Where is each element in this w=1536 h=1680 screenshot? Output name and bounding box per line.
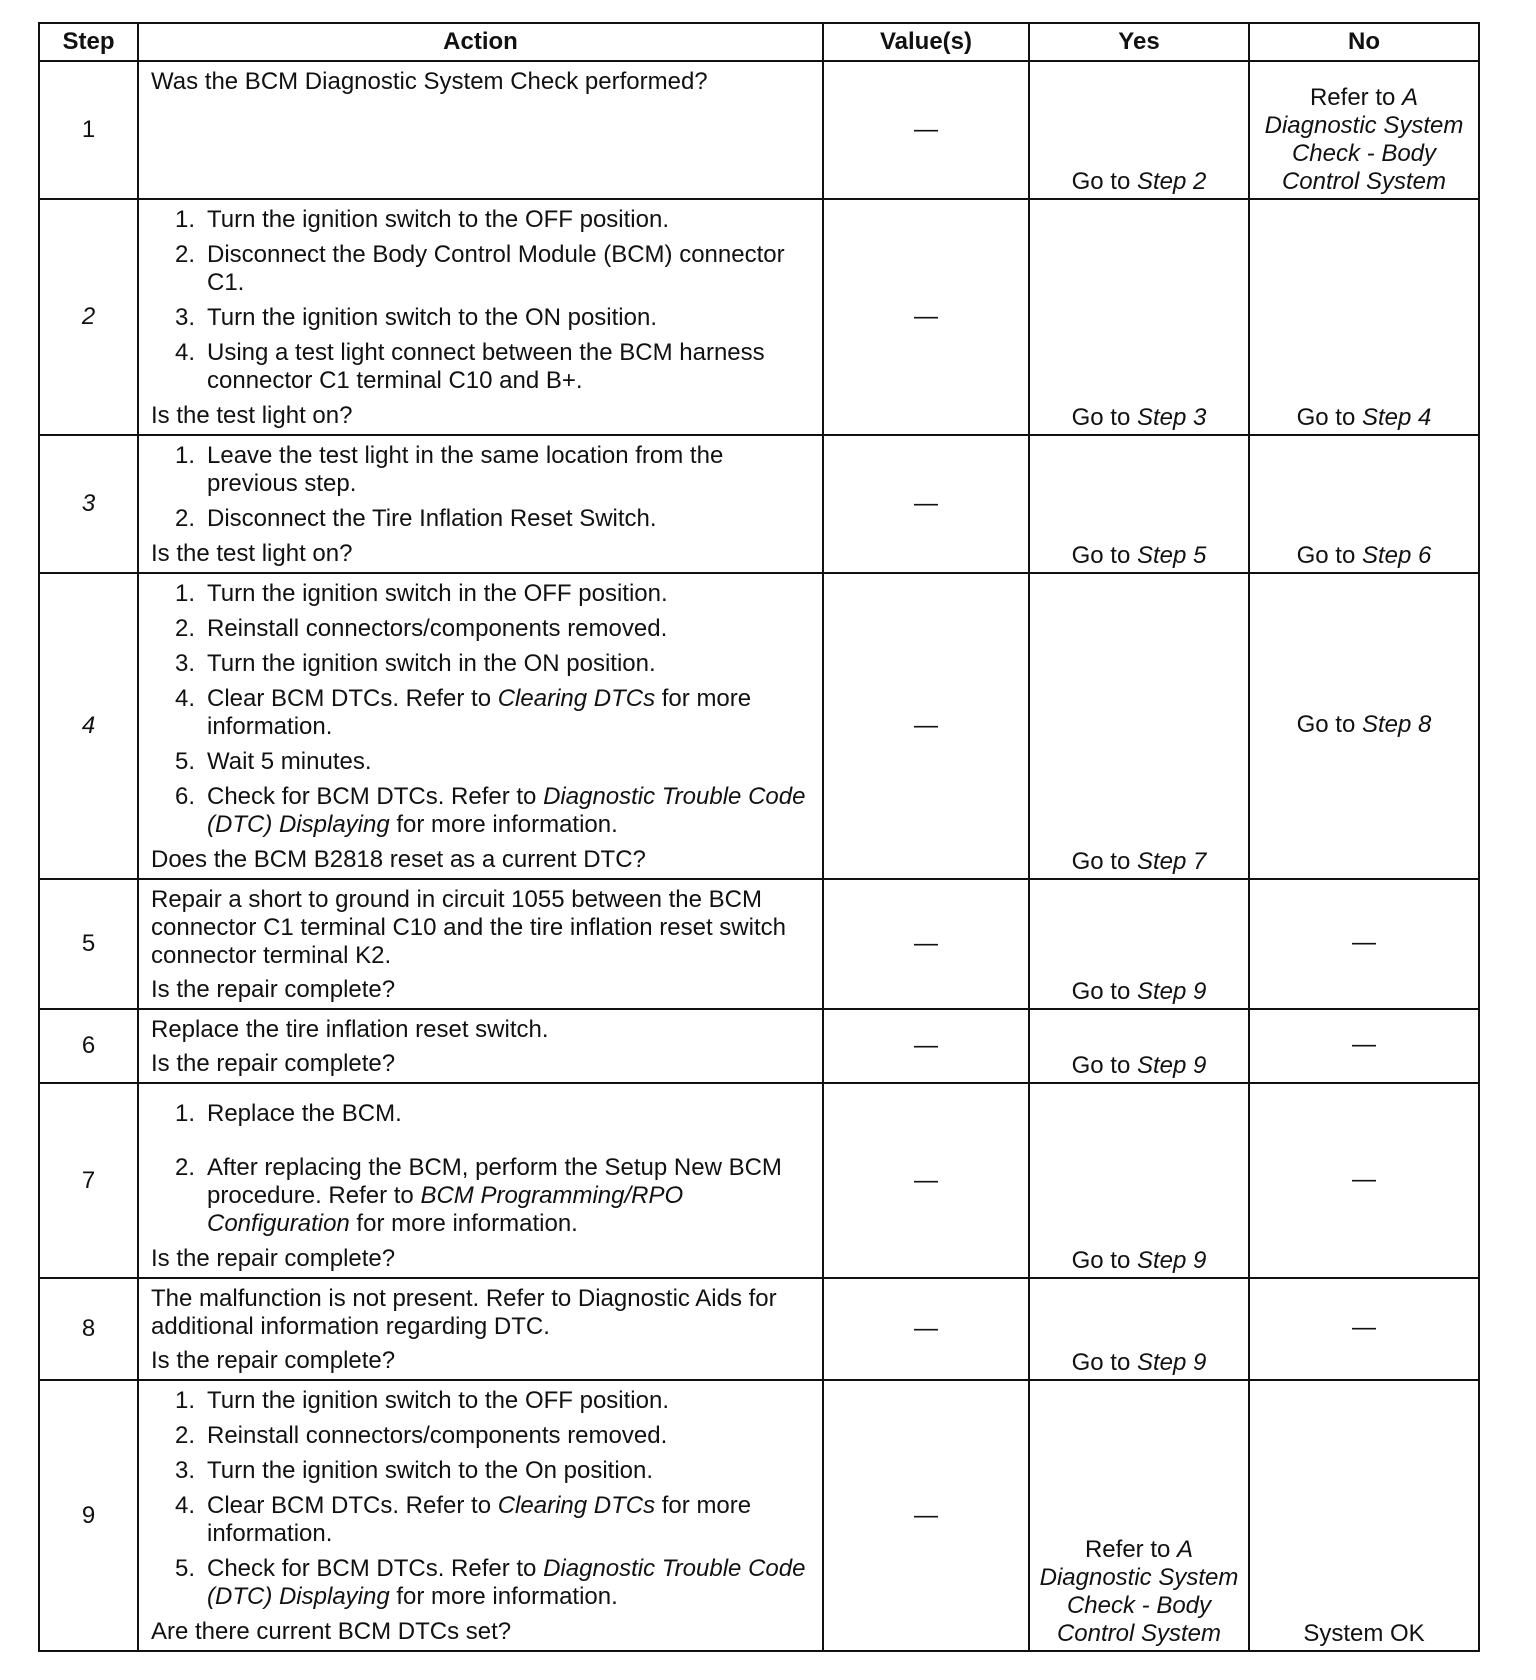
- list-item: 4. Using a test light connect between the BCM harness connector C1 terminal C10 and B+.: [174, 339, 765, 394]
- list-item: 1. Replace the BCM.: [174, 1100, 402, 1127]
- header-yes: Yes: [1029, 23, 1249, 61]
- yes-cell: Go to Step 2: [1029, 61, 1249, 199]
- action-steps: [151, 580, 810, 839]
- action-question: Is the repair complete?: [151, 1347, 396, 1374]
- list-item: 1. Turn the ignition switch in the OFF position.: [174, 580, 668, 607]
- no-text: —: [1352, 1165, 1376, 1193]
- action-question: Are there current BCM DTCs set?: [151, 1618, 512, 1645]
- no-cell: [1249, 1380, 1479, 1651]
- step-link[interactable]: Step 8: [1361, 711, 1432, 738]
- value-cell: [823, 61, 1029, 199]
- step-link[interactable]: Step 9: [1136, 1247, 1207, 1274]
- no-cell: Refer to A Diagnostic System Check - Body Control System: [1249, 61, 1479, 199]
- step-link[interactable]: Step 9: [1136, 1052, 1207, 1079]
- list-item: 1. Turn the ignition switch to the OFF position.: [174, 1387, 669, 1414]
- no-cell: [1249, 1278, 1479, 1380]
- step-link[interactable]: Step 2: [1136, 168, 1207, 195]
- action-cell: [138, 573, 823, 879]
- value-text: —: [914, 1501, 938, 1529]
- list-item: 6. Check for BCM DTCs. Refer to Diagnostic Trouble Code (DTC) Displaying for more information.: [174, 783, 806, 838]
- yes-cell: Go to Step 7: [1029, 573, 1249, 879]
- action-cell: [138, 199, 823, 435]
- header-step: Step: [39, 23, 138, 61]
- step-link[interactable]: Step 7: [1136, 848, 1207, 875]
- reference-link[interactable]: BCM Programming/RPO Configuration: [207, 1182, 684, 1237]
- no-cell: Go to Step 6: [1249, 435, 1479, 573]
- table-row: [39, 1009, 1479, 1083]
- action-steps: [151, 442, 810, 533]
- no-cell: Go to Step 4: [1249, 199, 1479, 435]
- table-row: [39, 435, 1479, 573]
- step-link[interactable]: Step 9: [1136, 978, 1207, 1005]
- no-text: System OK: [1303, 1620, 1425, 1647]
- table-row: [39, 61, 1479, 199]
- table-row: [39, 573, 1479, 879]
- reference-link[interactable]: A Diagnostic System Check - Body Control System: [1264, 84, 1464, 195]
- yes-cell: Go to Step 5: [1029, 435, 1249, 573]
- action-cell: [138, 61, 823, 199]
- step-number: 7: [39, 1083, 138, 1278]
- action-steps: [151, 1100, 810, 1238]
- value-text: —: [914, 1032, 938, 1059]
- value-text: —: [914, 1166, 938, 1194]
- yes-cell: Go to Step 9: [1029, 1278, 1249, 1380]
- value-cell: [823, 573, 1029, 879]
- list-item: 2. After replacing the BCM, perform the Setup New BCM procedure. Refer to BCM Programming/RPO Configuration for more information.: [174, 1154, 782, 1237]
- step-link[interactable]: Step 5: [1136, 542, 1207, 569]
- list-item: 2. Disconnect the Body Control Module (BCM) connector C1.: [174, 241, 785, 296]
- table-row: [39, 199, 1479, 435]
- value-text: —: [914, 712, 938, 739]
- action-text: Replace the tire inflation reset switch.: [151, 1016, 549, 1043]
- reference-link[interactable]: Clearing DTCs: [497, 1492, 656, 1519]
- header-row: [39, 23, 1479, 61]
- step-number: 9: [39, 1380, 138, 1651]
- value-text: —: [914, 930, 938, 957]
- value-cell: [823, 435, 1029, 573]
- list-item: 1. Leave the test light in the same location from the previous step.: [174, 442, 724, 497]
- action-question: Does the BCM B2818 reset as a current DTC?: [151, 846, 646, 873]
- header-no: No: [1249, 23, 1479, 61]
- table-row: [39, 1083, 1479, 1278]
- no-cell: [1249, 879, 1479, 1009]
- reference-link[interactable]: A Diagnostic System Check - Body Control System: [1039, 1536, 1239, 1647]
- header-values: Value(s): [823, 23, 1029, 61]
- step-link[interactable]: Step 9: [1136, 1349, 1207, 1376]
- step-number: 3: [39, 435, 138, 573]
- action-cell: [138, 435, 823, 573]
- reference-link[interactable]: Diagnostic Trouble Code (DTC) Displaying: [207, 783, 806, 838]
- value-text: —: [914, 1315, 938, 1342]
- no-text: —: [1352, 1314, 1376, 1341]
- value-cell: [823, 1278, 1029, 1380]
- no-cell: Go to Step 8: [1249, 573, 1479, 879]
- value-cell: [823, 1083, 1029, 1278]
- list-item: 5. Check for BCM DTCs. Refer to Diagnostic Trouble Code (DTC) Displaying for more information.: [174, 1555, 806, 1610]
- reference-link[interactable]: Clearing DTCs: [497, 685, 656, 712]
- action-cell: [138, 879, 823, 1009]
- table-row: [39, 1278, 1479, 1380]
- step-number: 4: [39, 573, 138, 879]
- reference-link[interactable]: Diagnostic Trouble Code (DTC) Displaying: [207, 1555, 806, 1610]
- action-question: Is the repair complete?: [151, 976, 396, 1003]
- yes-cell: Go to Step 9: [1029, 879, 1249, 1009]
- action-question: Is the test light on?: [151, 402, 353, 429]
- list-item: 5. Wait 5 minutes.: [174, 748, 372, 775]
- list-item: 4. Clear BCM DTCs. Refer to Clearing DTCs for more information.: [174, 685, 752, 740]
- step-link[interactable]: Step 3: [1136, 404, 1207, 431]
- diagnostic-table: [38, 22, 1480, 1652]
- action-steps: [151, 206, 810, 395]
- table-row: [39, 1380, 1479, 1651]
- list-item: 3. Turn the ignition switch in the ON position.: [174, 650, 656, 677]
- value-cell: [823, 879, 1029, 1009]
- step-link[interactable]: Step 4: [1361, 404, 1432, 431]
- list-item: 4. Clear BCM DTCs. Refer to Clearing DTCs for more information.: [174, 1492, 752, 1547]
- step-link[interactable]: Step 6: [1361, 542, 1432, 569]
- value-text: —: [914, 303, 938, 330]
- yes-cell: Go to Step 9: [1029, 1009, 1249, 1083]
- value-text: —: [914, 490, 938, 517]
- step-number: 2: [39, 199, 138, 435]
- action-steps: [151, 1387, 810, 1611]
- step-number: 8: [39, 1278, 138, 1380]
- value-text: —: [914, 116, 938, 143]
- list-item: 2. Reinstall connectors/components removed.: [174, 1422, 668, 1449]
- action-question: Was the BCM Diagnostic System Check performed?: [151, 68, 708, 95]
- action-text: The malfunction is not present. Refer to Diagnostic Aids for additional information regarding DTC.: [151, 1285, 777, 1340]
- action-cell: [138, 1083, 823, 1278]
- action-cell: [138, 1380, 823, 1651]
- no-text: —: [1352, 929, 1376, 956]
- yes-cell: Go to Step 3: [1029, 199, 1249, 435]
- action-question: Is the test light on?: [151, 540, 353, 567]
- no-cell: [1249, 1009, 1479, 1083]
- table-row: [39, 879, 1479, 1009]
- step-number: 5: [39, 879, 138, 1009]
- value-cell: [823, 1009, 1029, 1083]
- value-cell: [823, 1380, 1029, 1651]
- list-item: 3. Turn the ignition switch to the On position.: [174, 1457, 654, 1484]
- list-item: 2. Reinstall connectors/components removed.: [174, 615, 668, 642]
- action-cell: [138, 1278, 823, 1380]
- list-item: 3. Turn the ignition switch to the ON position.: [174, 304, 657, 331]
- no-cell: [1249, 1083, 1479, 1278]
- step-number: 1: [39, 61, 138, 199]
- value-cell: [823, 199, 1029, 435]
- step-number: 6: [39, 1009, 138, 1083]
- header-action: Action: [138, 23, 823, 61]
- yes-cell: Refer to A Diagnostic System Check - Body Control System: [1029, 1380, 1249, 1651]
- action-question: Is the repair complete?: [151, 1050, 396, 1077]
- action-cell: [138, 1009, 823, 1083]
- list-item: 2. Disconnect the Tire Inflation Reset Switch.: [174, 505, 657, 532]
- no-text: —: [1352, 1031, 1376, 1058]
- action-question: Is the repair complete?: [151, 1245, 396, 1272]
- action-text: Repair a short to ground in circuit 1055 between the BCM connector C1 terminal C10 and the tire inflation reset switch connector terminal K2.: [151, 886, 786, 969]
- yes-cell: Go to Step 9: [1029, 1083, 1249, 1278]
- list-item: 1. Turn the ignition switch to the OFF position.: [174, 206, 669, 233]
